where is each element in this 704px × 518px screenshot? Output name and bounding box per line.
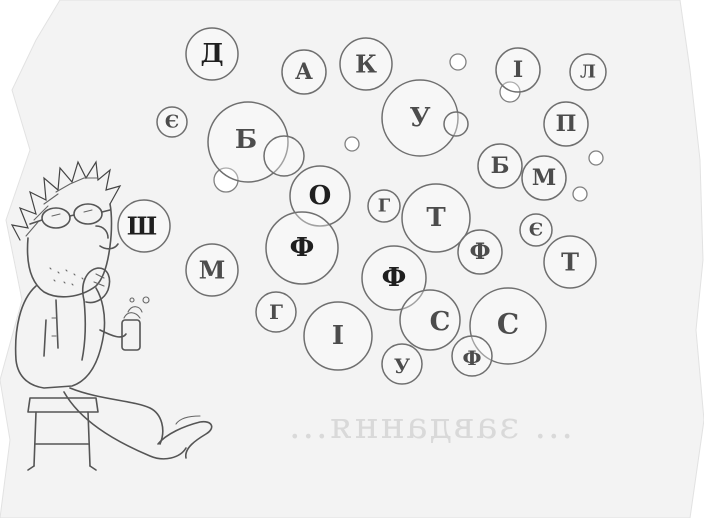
bubble-6 (157, 107, 187, 137)
bubble-letter: У (409, 103, 431, 133)
bubble-letter: Б (234, 125, 258, 155)
bubble-letter: Т (561, 247, 579, 277)
bubble-letter: Л (580, 61, 596, 83)
bubble-letter: Ф (469, 239, 491, 265)
bubble-4 (496, 48, 540, 92)
bubble-5 (570, 54, 606, 90)
bubble-letter: Ф (381, 263, 407, 293)
bubble-2 (282, 50, 326, 94)
bubble-letter: Г (269, 300, 283, 324)
bubble-13 (368, 190, 400, 222)
bubble-letter: Д (200, 39, 224, 69)
bubble-18 (186, 244, 238, 296)
bubble-27 (452, 336, 492, 376)
bubble-letter: М (531, 165, 557, 191)
bubble-letter: Т (426, 203, 446, 233)
bubble-letter: П (555, 111, 577, 137)
bubble-letter: А (295, 59, 313, 85)
bubble-19 (458, 230, 502, 274)
bubble-1 (186, 28, 238, 80)
bubble-letter: С (429, 307, 451, 337)
bubble-letter: Ш (126, 211, 158, 241)
bubble-letter: Ф (289, 233, 315, 263)
bubble-23 (304, 302, 372, 370)
bleed-through-text: ... завдання... (287, 406, 573, 447)
bubble-letter: К (355, 49, 377, 79)
bubble-10 (478, 144, 522, 188)
bubble-letter: Г (377, 195, 391, 217)
bubble-15 (118, 200, 170, 252)
bubble-22 (256, 292, 296, 332)
bubble-letter: І (331, 321, 345, 351)
bubble-11 (522, 156, 566, 200)
bubble-20 (544, 236, 596, 288)
bubble-letter: У (393, 354, 411, 378)
bubble-letter: Ф (462, 346, 482, 370)
bubble-letter: Є (164, 111, 180, 133)
bubble-letter: Б (490, 153, 510, 179)
bubble-letter: Є (528, 219, 544, 241)
bubble-9 (544, 102, 588, 146)
bubble-24 (400, 290, 460, 350)
bubble-17 (266, 212, 338, 284)
bubble-3 (340, 38, 392, 90)
bubble-letter: І (512, 57, 524, 83)
bubble-letter: С (496, 307, 520, 341)
bubble-letter: М (198, 255, 226, 285)
bubble-16 (520, 214, 552, 246)
bubble-26 (382, 344, 422, 384)
bubble-letter: О (308, 181, 332, 211)
